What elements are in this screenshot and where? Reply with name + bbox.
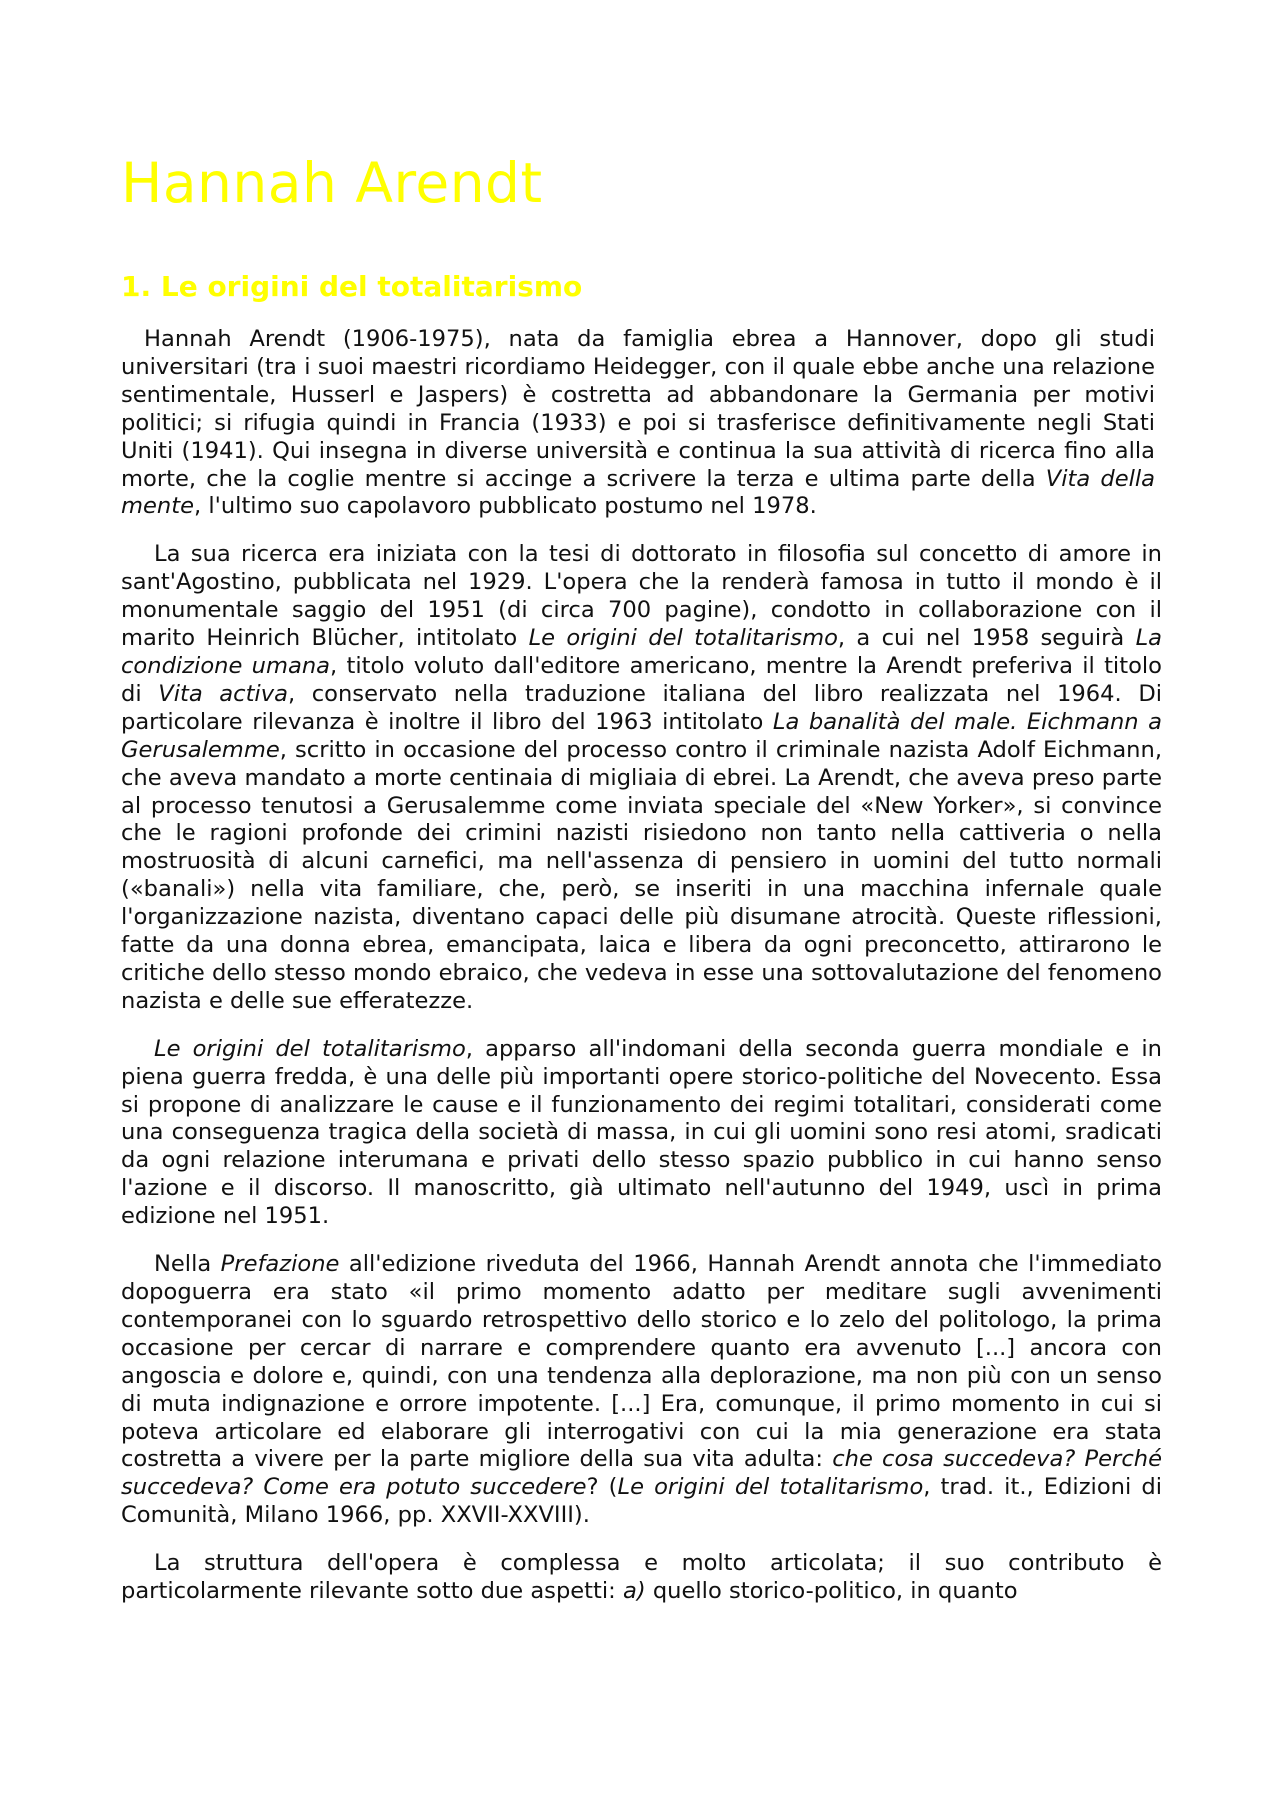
italic-text: a) (622, 1578, 646, 1605)
italic-text: Vita della mente (121, 465, 1155, 520)
italic-text: Le origini del totalitarismo (154, 1035, 466, 1062)
text-run: , l'ultimo suo capolavoro pubblicato postumo nel 1978. (194, 493, 817, 520)
text-run: , trad. it., Edizioni di Comunità, Milano 1966, pp. XXVII-XXVIII). (121, 1474, 1162, 1529)
document-body (121, 326, 1162, 1606)
document-page (121, 150, 1162, 1626)
text-run: Hannah Arendt (1906-1975), nata da famiglia ebrea a Hannover, dopo gli studi universitari (tra i suoi maestri ricordiamo Heidegger, con il quale ebbe anche una relazione sentimentale, Husserl e Jaspers) è costretta ad abbandonare la Germania per motivi politici; si rifugia quindi in Francia (1933) e poi si trasferisce definitivamente negli Stati Uniti (1941). Qui insegna in diverse università e continua la sua attività di ricerca fino alla morte, che la coglie mentre si accinge a scrivere la terza e ultima parte della (121, 326, 1155, 492)
italic-text: Le origini del totalitarismo (528, 625, 838, 652)
body-paragraph (121, 1036, 1162, 1231)
italic-text: La condizione umana (121, 625, 1162, 679)
italic-text: che cosa succedeva? Perché succedeva? Come era potuto succedere (121, 1446, 1162, 1501)
text-run: ? ( (586, 1474, 618, 1501)
body-paragraph (121, 1251, 1162, 1530)
text-run: , apparso all'indomani della seconda guerra mondiale e in piena guerra fredda, è una delle più importanti opere storico-politiche del Novecento. Essa si propone di analizzare le cause e il funzionamento dei regimi totalitari, considerati come una conseguenza tragica della società di massa, in cui gli uomini sono resi atomi, sradicati da ogni relazione interumana e privati dello stesso spazio pubblico in cui hanno senso l'azione e il discorso. Il manoscritto, già ultimato nell'autunno del 1949, uscì in prima edizione nel 1951. (121, 1035, 1162, 1230)
text-run: Nella (154, 1251, 221, 1278)
text-run: , a cui nel 1958 seguirà (837, 625, 1136, 652)
body-paragraph (121, 326, 1162, 521)
text-run: , titolo voluto dall'editore americano, mentre la Arendt preferiva il titolo di (121, 652, 1162, 707)
text-run: La struttura dell'opera è complessa e molto articolata; il suo contributo è particolarmente rilevante sotto due aspetti: (121, 1550, 1162, 1605)
text-run: , conservato nella traduzione italiana del libro realizzata nel 1964. Di particolare rilevanza è inoltre il libro del 1963 intitolato (121, 680, 1162, 735)
document-title: Hannah Arendt (121, 151, 543, 215)
text-run: all'edizione riveduta del 1966, Hannah Arendt annota che l'immediato dopoguerra era stato «il primo momento adatto per meditare sugli avvenimenti contemporanei con lo sguardo retrospettivo dello storico e lo zelo del politologo, la prima occasione per cercar di narrare e comprendere quanto era avvenuto [...] ancora con angoscia e dolore e, quindi, con una tendenza alla deplorazione, ma non più con un senso di muta indignazione e orrore impotente. [...] Era, comunque, il primo momento in cui si poteva articolare ed elaborare gli interrogativi con cui la mia generazione era stata costretta a vivere per la parte migliore della sua vita adulta: (121, 1251, 1162, 1473)
text-run: La sua ricerca era iniziata con la tesi di dottorato in filosofia sul concetto di amore in sant'Agostino, pubblicata nel 1929. L'opera che la renderà famosa in tutto il mondo è il monumentale saggio del 1951 (di circa 700 pagine), condotto in collaborazione con il marito Heinrich Blücher, intitolato (121, 541, 1162, 652)
italic-text: La banalità del male. Eichmann a Gerusalemme (121, 708, 1162, 763)
body-paragraph (121, 541, 1162, 1015)
text-run: , scritto in occasione del processo contro il criminale nazista Adolf Eichmann, che aveva mandato a morte centinaia di migliaia di ebrei. La Arendt, che aveva preso parte al processo tenutosi a Gerusalemme come inviata speciale del «New Yorker», si convince che le ragioni profonde dei crimini nazisti risiedono non tanto nella cattiveria o nella mostruosità di alcuni carnefici, ma nell'assenza di pensiero in uomini del tutto normali («banali») nella vita familiare, che, però, se inseriti in una macchina infernale quale l'organizzazione nazista, diventano capaci delle più disumane atrocità. Queste riflessioni, fatte da una donna ebrea, emancipata, laica e libera da ogni preconcetto, attirarono le critiche dello stesso mondo ebraico, che vedeva in esse una sottovalutazione del fenomeno nazista e delle sue efferatezze. (121, 736, 1162, 1014)
text-run: quello storico-politico, in quanto (645, 1578, 1018, 1605)
italic-text: Le origini del totalitarismo (617, 1474, 924, 1501)
section-heading: 1. Le origini del totalitarismo (121, 270, 583, 303)
italic-text: Prefazione (220, 1251, 340, 1278)
italic-text: Vita activa (158, 680, 288, 707)
body-paragraph (121, 1550, 1162, 1606)
